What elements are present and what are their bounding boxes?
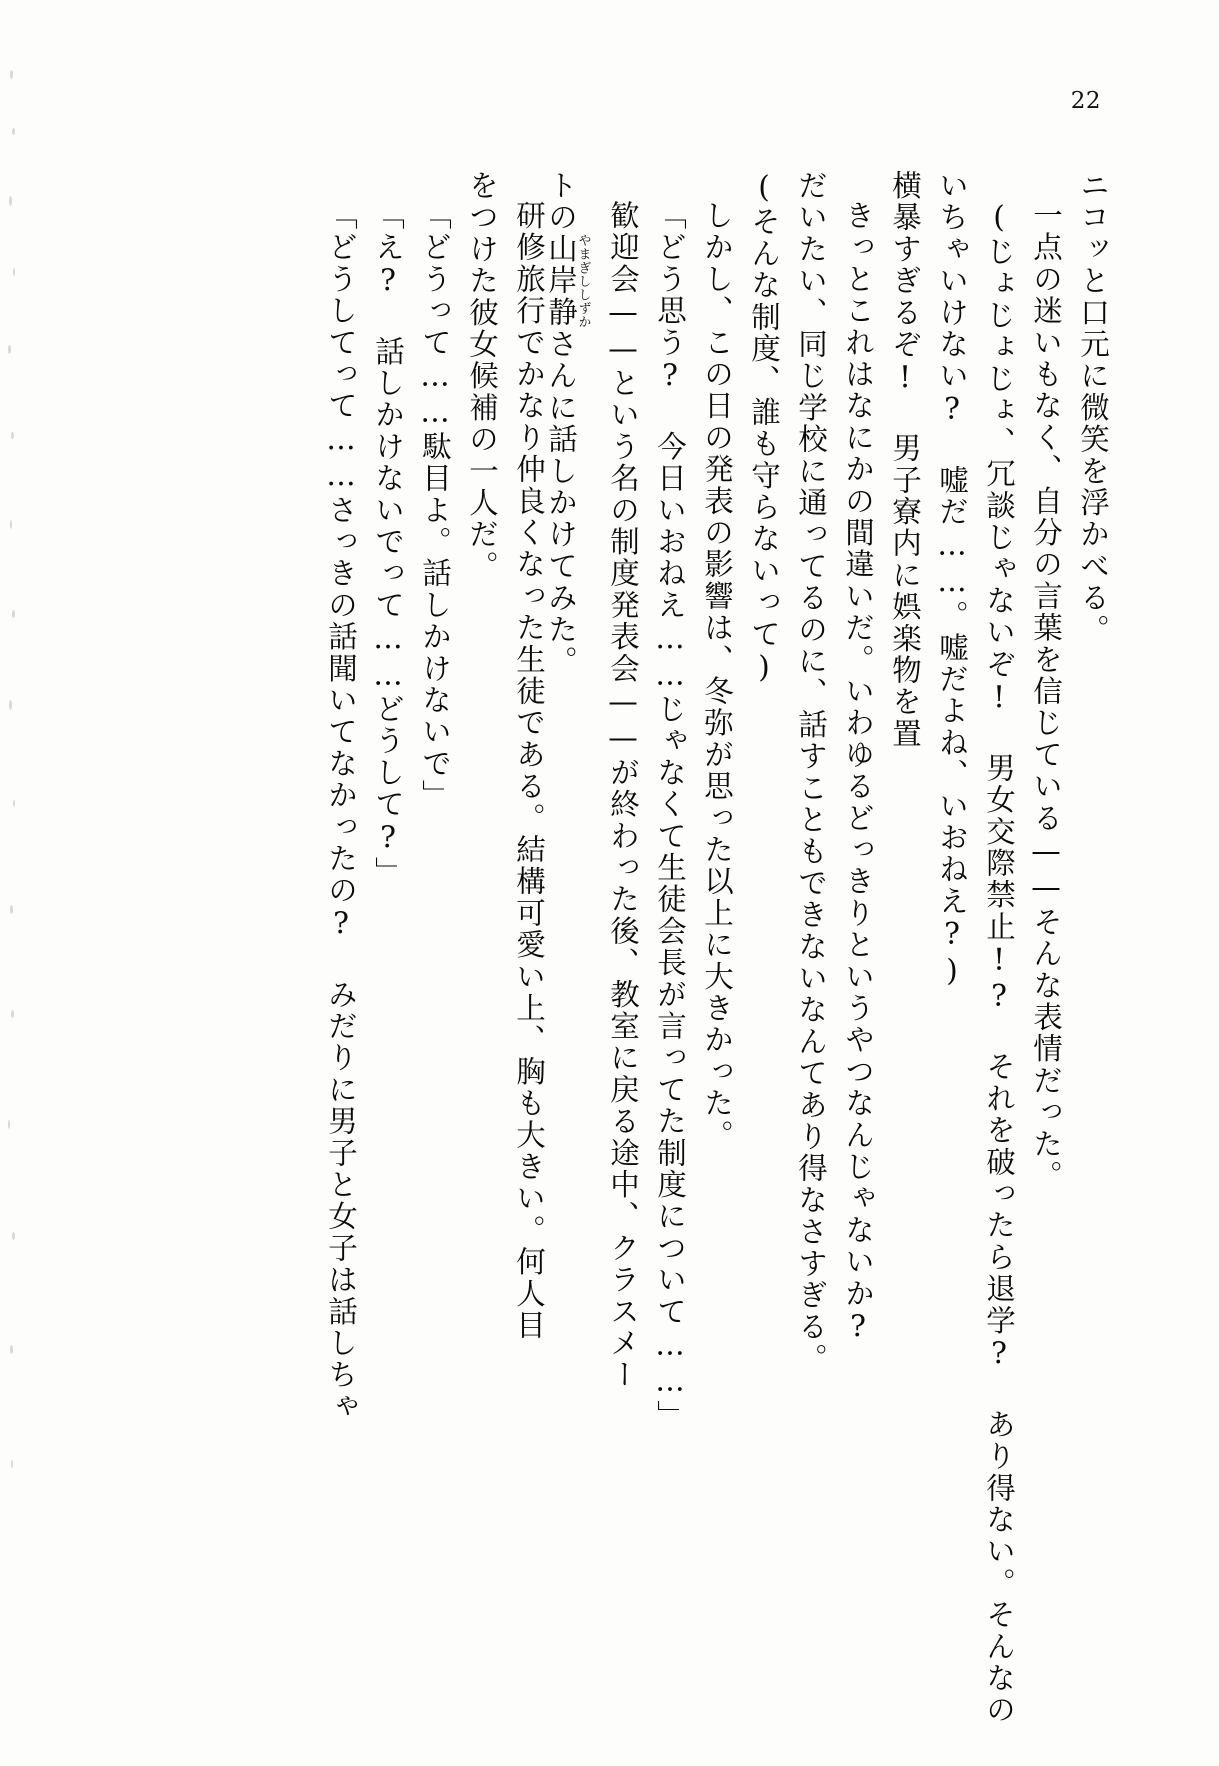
text-column: (そんな制度、誰も守らないって) (747, 170, 781, 687)
scan-speckle (13, 800, 15, 807)
scan-speckle (10, 520, 12, 529)
text-column: (じょじょじょ、冗談じゃないぞ! 男女交際禁止!? それを破ったら退学? あり得ない。そんなの (982, 200, 1016, 1726)
text-column: きっとこれはなにかの間違いだ。いわゆるどっきりというやつなんじゃないか? (841, 200, 875, 1346)
scan-speckle (9, 196, 12, 206)
text-column: をつけた彼女候補の一人だ。 (465, 170, 499, 583)
scan-speckle (10, 905, 13, 914)
text-column: 横暴すぎるぞ! 男子寮内に娯楽物を置 (888, 170, 922, 750)
scan-speckle (8, 1120, 10, 1129)
scan-speckle (9, 700, 12, 710)
scan-speckle (11, 1460, 13, 1468)
scan-speckle (13, 268, 15, 276)
text-column: 研修旅行でかなり仲良くなった生徒である。結構可愛い上、胸も大きい。何人目 (512, 200, 546, 1342)
text-column: 「え? 話しかけないでって……どうして?」 (371, 200, 405, 889)
scan-speckle (10, 70, 13, 79)
text-column: 「どう思う? 今日いおねえ……じゃなくて生徒会長が言ってた制度について……」 (653, 200, 687, 1432)
text-column: 「どうしてって……さっきの話聞いてなかったの? みだりに男子と女子は話しちゃ (324, 200, 358, 1423)
text-column: 「どうって……駄目よ。話しかけないで」 (418, 200, 452, 812)
scan-speckle (12, 1232, 15, 1240)
text-column: いちゃいけない? 嘘だ……。嘘だよね、いおねえ?) (935, 170, 969, 990)
scan-speckle (10, 1345, 13, 1354)
scan-speckle (12, 610, 15, 618)
text-column: ニコッと口元に微笑を浮かべる。 (1076, 170, 1110, 646)
scan-speckle (11, 1010, 14, 1018)
scan-speckle (8, 345, 11, 354)
scan-speckle (11, 432, 14, 439)
text-column: だいたい、同じ学校に通ってるのに、話すこともできないなんてあり得なさすぎる。 (794, 170, 828, 1375)
text-column: 歓迎会——という名の制度発表会——が終わった後、教室に戻る途中、クラスメー (606, 200, 640, 1391)
page-number: 22 (1070, 88, 1101, 114)
body-text (308, 170, 1110, 1726)
text-column: 一点の迷いもなく、自分の言葉を信じている——そんな表情だった。 (1029, 200, 1063, 1192)
text-column-with-ruby: トの山岸静やまぎししずかさんに話しかけてみた。 (544, 170, 591, 678)
scan-speckle (12, 128, 15, 135)
text-column: しかし、この日の発表の影響は、冬弥が思った以上に大きかった。 (700, 200, 734, 1151)
